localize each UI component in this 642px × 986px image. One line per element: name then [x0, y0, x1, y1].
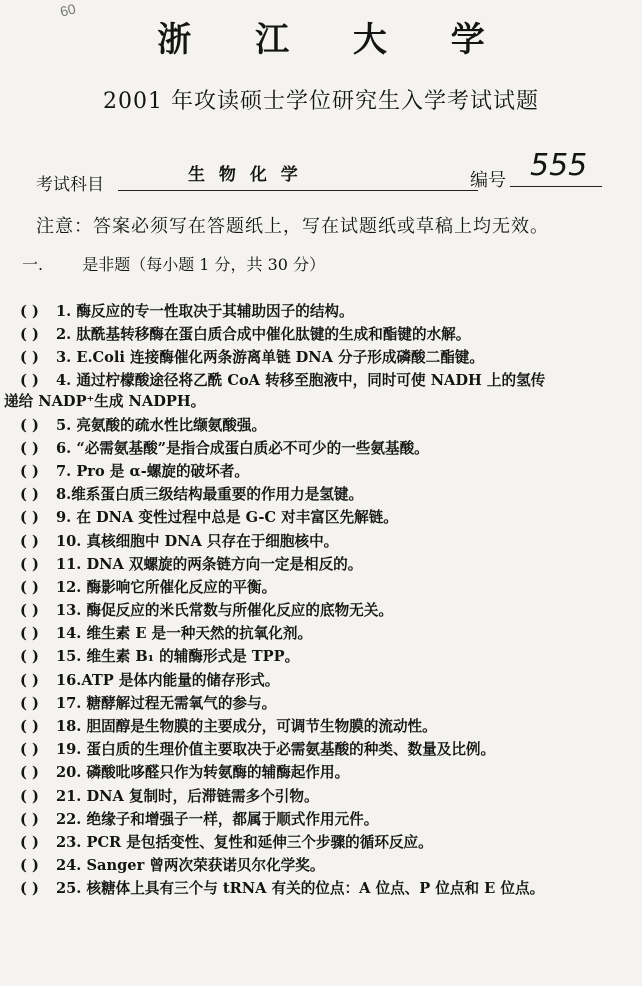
question-text: 21. DNA 复制时，后滞链需多个引物。: [56, 787, 319, 805]
question-text: 19. 蛋白质的生理价值主要取决于必需氨基酸的种类、数量及比例。: [56, 741, 496, 759]
question-text: 12. 酶影响它所催化反应的平衡。: [56, 578, 277, 596]
subject-label: 考试科目: [36, 175, 104, 195]
question-text: 24. Sanger 曾两次荣获诺贝尔化学奖。: [56, 857, 325, 875]
question-item: [20, 576, 636, 599]
question-item: [20, 854, 636, 877]
question-list: [4, 300, 636, 901]
question-text: 8.维系蛋白质三级结构最重要的作用力是氢键。: [56, 486, 364, 504]
question-text: 4. 通过柠檬酸途径将乙酰 CoA 转移至胞液中，同时可使 NADH 上的氢传: [56, 371, 546, 389]
question-item: [20, 715, 636, 738]
question-text: 9. 在 DNA 变性过程中总是 G-C 对丰富区先解链。: [56, 509, 398, 527]
question-text: 6. “必需氨基酸”是指合成蛋白质必不可少的一些氨基酸。: [56, 439, 429, 457]
answer-blank[interactable]: ( ): [20, 764, 39, 782]
section-title: 是非题（每小题 1 分，共 30 分）: [82, 255, 326, 274]
answer-blank[interactable]: ( ): [20, 371, 39, 389]
question-item: [20, 599, 636, 622]
question-text: 7. Pro 是 α-螺旋的破坏者。: [56, 462, 249, 480]
answer-blank[interactable]: ( ): [20, 625, 39, 643]
question-item: [20, 346, 636, 369]
answer-blank[interactable]: ( ): [20, 880, 39, 898]
subject-row: [36, 148, 616, 195]
answer-blank[interactable]: ( ): [20, 671, 39, 689]
question-text: 13. 酶促反应的米氏常数与所催化反应的底物无关。: [56, 602, 393, 620]
answer-blank[interactable]: ( ): [20, 509, 39, 527]
question-text: 18. 胆固醇是生物膜的主要成分，可调节生物膜的流动性。: [56, 718, 437, 735]
code-value: 555: [530, 148, 588, 183]
question-item: [20, 530, 636, 553]
question-text: 22. 绝缘子和增强子一样，都属于顺式作用元件。: [56, 810, 379, 828]
answer-blank[interactable]: ( ): [20, 578, 39, 596]
question-text: 17. 糖酵解过程无需氧气的参与。: [56, 694, 277, 712]
code-label: 编号: [470, 170, 506, 191]
answer-blank[interactable]: ( ): [20, 462, 39, 480]
question-text: 25. 核糖体上具有三个与 tRNA 有关的位点：A 位点、P 位点和 E 位点。: [56, 880, 545, 898]
exam-title: 2001 年攻读硕士学位研究生入学考试试题: [103, 89, 539, 114]
question-item: [20, 460, 636, 483]
answer-blank[interactable]: ( ): [20, 833, 39, 851]
section-number: 一.: [22, 255, 44, 274]
question-item: [4, 370, 636, 414]
question-item: [20, 645, 636, 668]
answer-blank[interactable]: ( ): [20, 486, 39, 504]
question-text: 2. 肽酰基转移酶在蛋白质合成中催化肽键的生成和酯键的水解。: [56, 326, 471, 344]
question-item: [20, 808, 636, 831]
question-item: [20, 323, 636, 346]
question-item: [20, 622, 636, 645]
answer-blank[interactable]: ( ): [20, 532, 39, 550]
question-item: [20, 669, 636, 692]
answer-blank[interactable]: ( ): [20, 326, 39, 344]
question-item: [20, 414, 636, 437]
question-item: [20, 877, 636, 900]
answer-blank[interactable]: ( ): [20, 439, 39, 457]
question-item: [20, 437, 636, 460]
question-text-continuation: 递给 NADP⁺生成 NADPH。: [4, 392, 206, 410]
question-text: 11. DNA 双螺旋的两条链方向一定是相反的。: [56, 555, 363, 573]
question-text: 10. 真核细胞中 DNA 只存在于细胞核中。: [56, 532, 339, 550]
section-heading: [22, 252, 325, 275]
subject-value: 生 物 化 学: [188, 165, 302, 185]
question-text: 5. 亮氨酸的疏水性比缬氨酸强。: [56, 416, 267, 434]
question-text: 16.ATP 是体内能量的储存形式。: [56, 671, 280, 689]
subject-underline: [118, 190, 478, 191]
answer-blank[interactable]: ( ): [20, 602, 39, 620]
answer-blank[interactable]: ( ): [20, 416, 39, 434]
question-text: 1. 酶反应的专一性取决于其辅助因子的结构。: [56, 303, 354, 320]
question-item: [20, 831, 636, 854]
answer-blank[interactable]: ( ): [20, 718, 39, 735]
answer-blank[interactable]: ( ): [20, 741, 39, 759]
answer-blank[interactable]: ( ): [20, 857, 39, 875]
question-item: [20, 738, 636, 761]
answer-blank[interactable]: ( ): [20, 810, 39, 828]
question-text: 23. PCR 是包括变性、复性和延伸三个步骤的循环反应。: [56, 833, 433, 851]
code-underline: [510, 186, 602, 187]
answer-blank[interactable]: ( ): [20, 555, 39, 573]
question-text: 3. E.Coli 连接酶催化两条游离单链 DNA 分子形成磷酸二酯键。: [56, 349, 484, 367]
question-item: [20, 300, 636, 323]
corner-handwritten-mark: 60: [58, 0, 78, 20]
question-text: 15. 维生素 B₁ 的辅酶形式是 TPP。: [56, 648, 300, 666]
question-item: [20, 785, 636, 808]
question-item: [20, 483, 636, 506]
notice-text: 注意：答案必须写在答题纸上，写在试题纸或草稿上均无效。: [36, 216, 549, 237]
university-title: 浙 江 大 学: [157, 20, 511, 60]
question-item: [20, 761, 636, 784]
answer-blank[interactable]: ( ): [20, 349, 39, 367]
answer-blank[interactable]: ( ): [20, 303, 39, 320]
answer-blank[interactable]: ( ): [20, 694, 39, 712]
question-item: [20, 553, 636, 576]
answer-blank[interactable]: ( ): [20, 787, 39, 805]
answer-blank[interactable]: ( ): [20, 648, 39, 666]
question-text: 14. 维生素 E 是一种天然的抗氧化剂。: [56, 625, 313, 643]
question-item: [20, 692, 636, 715]
question-text: 20. 磷酸吡哆醛只作为转氨酶的辅酶起作用。: [56, 764, 350, 782]
question-item: [20, 506, 636, 529]
